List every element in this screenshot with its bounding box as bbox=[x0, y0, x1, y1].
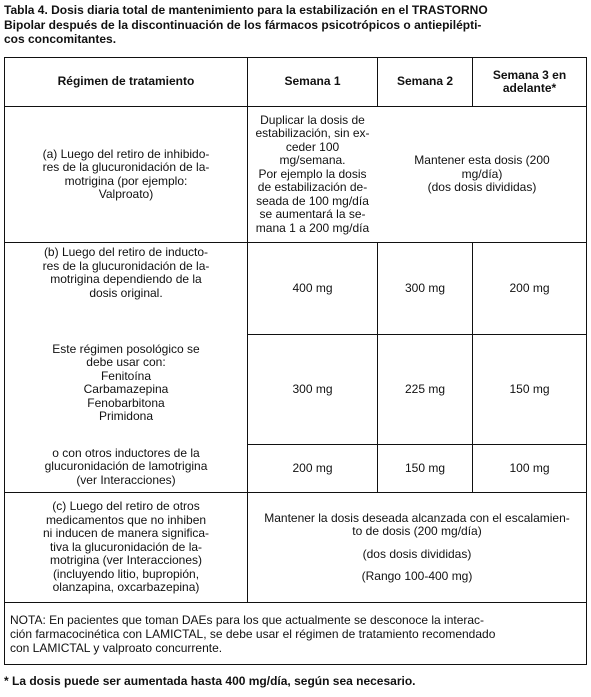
header-week-2 bbox=[378, 58, 472, 106]
row-b-regimen-text: (b) Luego del retiro de inducto- res de la glucuronidación de la- motrigina dependiendo de la dosis original. bbox=[42, 245, 210, 300]
row-a-weeks-2-3 bbox=[378, 107, 586, 242]
table-note: NOTA: En pacientes que toman DAEs para los que actualmente se desconoce la interac- ción farmacocinética con LAMICTAL, se debe usar el régimen de tratamiento recomendado con LAMICTAL y valproato concurrente. bbox=[10, 613, 496, 655]
header-week-3 bbox=[473, 58, 586, 106]
row-b-week-1-text: 400 mg bbox=[292, 280, 333, 295]
divider-row-c bbox=[5, 602, 586, 603]
row-b2-week-2 bbox=[378, 335, 472, 444]
row-a-weeks-2-3-text: Mantener esta dosis (200 mg/día) (dos dosis divididas) bbox=[414, 153, 550, 195]
row-b3-week-2-text: 150 mg bbox=[404, 460, 446, 475]
header-regimen bbox=[5, 58, 247, 106]
header-week-1-text: Semana 1 bbox=[284, 74, 341, 89]
row-a-regimen-text: (a) Luego del retiro de inhibido- res de la glucuronidación de la- motrigina (por ejemplo: Valproato) bbox=[42, 146, 210, 201]
row-c-regimen bbox=[5, 493, 247, 602]
row-b2-week-3 bbox=[473, 335, 586, 444]
row-b3-week-2 bbox=[378, 445, 472, 492]
row-b2-regimen bbox=[5, 338, 247, 428]
row-b2-week-3-text: 150 mg bbox=[509, 381, 550, 396]
row-b-week-3-text: 200 mg bbox=[509, 280, 550, 295]
header-week-1 bbox=[248, 58, 377, 106]
row-b2-regimen-text: Este régimen posológico se debe usar con: Fenitoína Carbamazepina Fenobarbitona Primidona bbox=[52, 341, 200, 423]
header-regimen-text: Régimen de tratamiento bbox=[57, 74, 195, 89]
row-c-dose-text-2: (dos dosis divididas) bbox=[362, 546, 472, 561]
row-b3-week-3-text: 100 mg bbox=[509, 460, 550, 475]
row-b-week-2 bbox=[378, 243, 472, 334]
row-b3-week-3 bbox=[473, 445, 586, 492]
row-a-week-1 bbox=[248, 107, 377, 242]
row-b2-week-2-text: 225 mg bbox=[404, 381, 446, 396]
row-c-dose-text-1: Mantener la dosis deseada alcanzada con el escalamien- to de dosis (200 mg/día) bbox=[264, 510, 570, 538]
row-b-week-2-text: 300 mg bbox=[404, 280, 446, 295]
footnote: * La dosis puede ser aumentada hasta 400 mg/día, según sea necesario. bbox=[4, 674, 416, 688]
header-week-3-text: Semana 3 en adelante* bbox=[492, 67, 567, 95]
row-b3-week-1 bbox=[248, 445, 377, 492]
header-week-2-text: Semana 2 bbox=[396, 74, 454, 89]
row-b2-week-1-text: 300 mg bbox=[292, 381, 333, 396]
row-b-regimen bbox=[5, 246, 247, 316]
row-c-regimen-text: (c) Luego del retiro de otros medicamentos que no inhiben ni inducen de manera significa- tiva la glucuronidación de la- motrigina (ver Interacciones) (incluyendo litio, bupropión, olanzapina, oxcarbazepina) bbox=[42, 499, 210, 595]
row-a-regimen bbox=[5, 107, 247, 242]
row-b-week-3 bbox=[473, 243, 586, 334]
row-b3-regimen bbox=[5, 444, 247, 490]
row-c-dose-text-3: (Rango 100-400 mg) bbox=[361, 569, 473, 583]
row-c-dose bbox=[248, 493, 586, 602]
table-caption: Tabla 4. Dosis diaria total de mantenimiento para la estabilización en el TRASTORNO Bipolar después de la discontinuación de los fármacos psicotrópicos o antiepilépti- cos concomitantes. bbox=[4, 3, 488, 46]
row-b3-regimen-text: o con otros inductores de la glucuronidación de lamotrigina (ver Interacciones) bbox=[44, 445, 208, 487]
row-b-week-1 bbox=[248, 243, 377, 334]
row-b2-week-1 bbox=[248, 335, 377, 444]
row-a-week-1-text: Duplicar la dosis de estabilización, sin ex- ceder 100 mg/semana. Por ejemplo la dosis de estabilización de- seada de 100 mg/día se aumentará la se- mana 1 a 200 mg/día bbox=[255, 112, 370, 235]
row-b3-week-1-text: 200 mg bbox=[292, 460, 333, 475]
dosage-table bbox=[4, 57, 587, 665]
